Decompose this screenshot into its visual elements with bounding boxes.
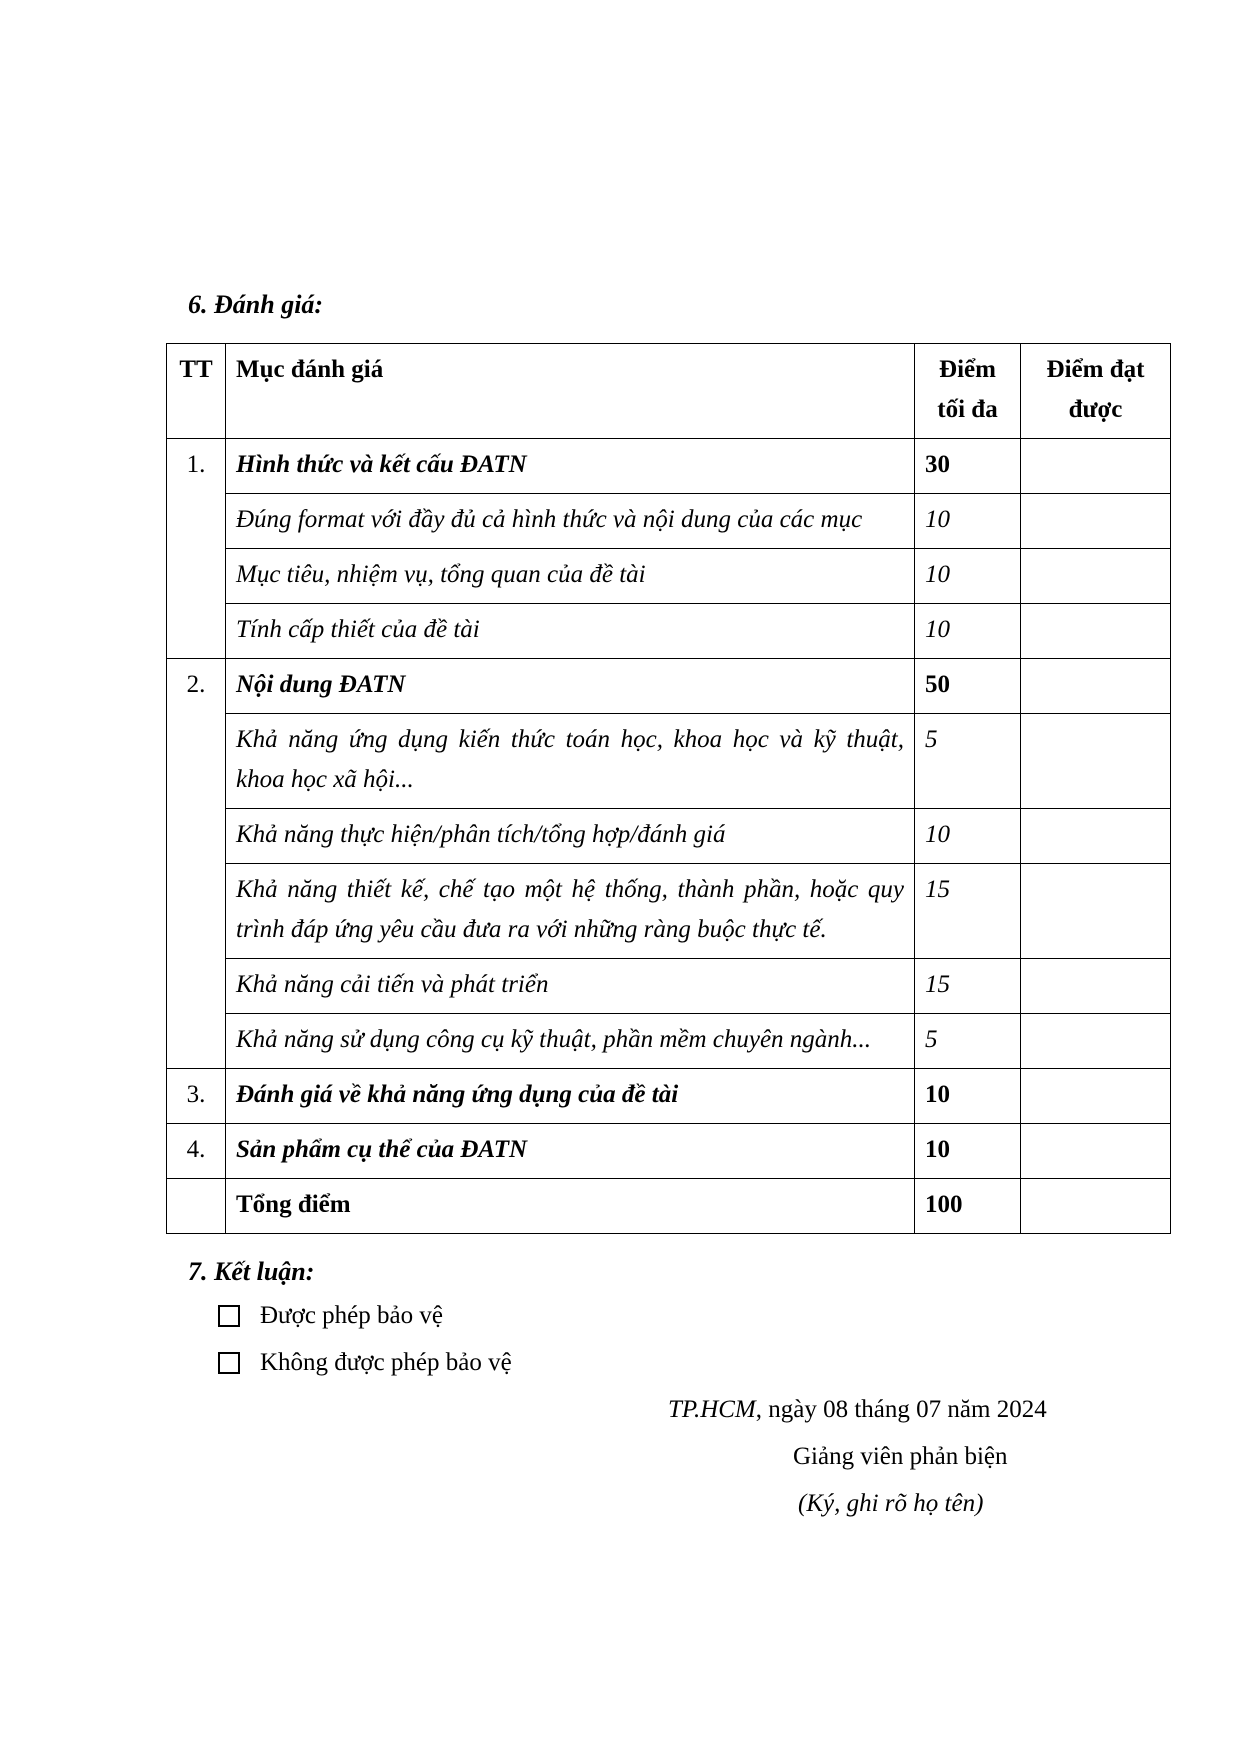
criterion-label: Khả năng thực hiện/phân tích/tổng hợp/đánh giá [226, 809, 915, 864]
table-row [167, 809, 1171, 864]
achieved-score-cell[interactable] [1021, 604, 1171, 659]
total-label: Tổng điểm [226, 1179, 915, 1234]
option-not-allowed-label: Không được phép bảo vệ [260, 1349, 512, 1376]
row-number: 2. [167, 659, 226, 1069]
achieved-score-cell[interactable] [1021, 1069, 1171, 1124]
evaluation-table [166, 343, 1171, 1234]
criterion-label: Khả năng ứng dụng kiến thức toán học, khoa học và kỹ thuật, khoa học xã hội... [226, 714, 915, 809]
max-score: 10 [915, 1124, 1021, 1179]
row-number: 1. [167, 439, 226, 659]
option-allowed-label: Được phép bảo vệ [260, 1302, 443, 1329]
row-number-empty [167, 1179, 226, 1234]
achieved-score-cell[interactable] [1021, 714, 1171, 809]
option-not-allowed[interactable] [218, 1349, 512, 1377]
section-7-title: 7. Kết luận: [188, 1257, 315, 1286]
total-achieved-score-cell[interactable] [1021, 1179, 1171, 1234]
achieved-score-cell[interactable] [1021, 494, 1171, 549]
criterion-label: Hình thức và kết cấu ĐATN [226, 439, 915, 494]
max-score: 5 [915, 714, 1021, 809]
row-number: 4. [167, 1124, 226, 1179]
table-row [167, 494, 1171, 549]
header-max-score [915, 344, 1021, 439]
table-row [167, 1069, 1171, 1124]
max-score: 10 [915, 1069, 1021, 1124]
date-line [668, 1396, 1047, 1424]
criterion-label: Sản phẩm cụ thể của ĐATN [226, 1124, 915, 1179]
row-number: 3. [167, 1069, 226, 1124]
criterion-label: Khả năng thiết kế, chế tạo một hệ thống, thành phần, hoặc quy trình đáp ứng yêu cầu đưa ra với những ràng buộc thực tế. [226, 864, 915, 959]
header-achieved-score [1021, 344, 1171, 439]
table-row [167, 1014, 1171, 1069]
criterion-label: Mục tiêu, nhiệm vụ, tổng quan của đề tài [226, 549, 915, 604]
achieved-score-cell[interactable] [1021, 959, 1171, 1014]
header-max-line2: tối đa [937, 396, 998, 423]
achieved-score-cell[interactable] [1021, 549, 1171, 604]
achieved-score-cell[interactable] [1021, 439, 1171, 494]
max-score: 30 [915, 439, 1021, 494]
criterion-label: Khả năng sử dụng công cụ kỹ thuật, phần mềm chuyên ngành... [226, 1014, 915, 1069]
criterion-label: Tính cấp thiết của đề tài [226, 604, 915, 659]
achieved-score-cell[interactable] [1021, 864, 1171, 959]
max-score: 10 [915, 809, 1021, 864]
achieved-score-cell[interactable] [1021, 659, 1171, 714]
criterion-label: Nội dung ĐATN [226, 659, 915, 714]
table-row [167, 604, 1171, 659]
max-score: 50 [915, 659, 1021, 714]
checkbox-not-allowed[interactable] [218, 1352, 240, 1374]
total-max-score: 100 [915, 1179, 1021, 1234]
achieved-score-cell[interactable] [1021, 1014, 1171, 1069]
max-score: 5 [915, 1014, 1021, 1069]
criterion-label: Đánh giá về khả năng ứng dụng của đề tài [226, 1069, 915, 1124]
max-score: 10 [915, 604, 1021, 659]
table-header-row [167, 344, 1171, 439]
table-row [167, 549, 1171, 604]
max-score: 15 [915, 864, 1021, 959]
checkbox-allowed[interactable] [218, 1305, 240, 1327]
signature-note: (Ký, ghi rõ họ tên) [798, 1490, 984, 1517]
header-got-line1: Điểm đạt [1046, 356, 1145, 383]
header-max-line1: Điểm [939, 356, 996, 383]
total-row [167, 1179, 1171, 1234]
achieved-score-cell[interactable] [1021, 1124, 1171, 1179]
table-row [167, 864, 1171, 959]
option-allowed[interactable] [218, 1302, 443, 1330]
section-6-title: 6. Đánh giá: [188, 290, 324, 319]
header-item: Mục đánh giá [226, 344, 915, 439]
max-score: 10 [915, 494, 1021, 549]
table-row [167, 1124, 1171, 1179]
table-row [167, 659, 1171, 714]
achieved-score-cell[interactable] [1021, 809, 1171, 864]
criterion-label: Đúng format với đầy đủ cả hình thức và nội dung của các mục [226, 494, 915, 549]
place-name: TP.HCM [668, 1396, 756, 1423]
table-row [167, 714, 1171, 809]
date-text: , ngày 08 tháng 07 năm 2024 [755, 1396, 1047, 1423]
max-score: 15 [915, 959, 1021, 1014]
table-row [167, 959, 1171, 1014]
max-score: 10 [915, 549, 1021, 604]
signer-role: Giảng viên phản biện [793, 1443, 1008, 1470]
header-got-line2: được [1068, 396, 1123, 423]
table-row [167, 439, 1171, 494]
criterion-label: Khả năng cải tiến và phát triển [226, 959, 915, 1014]
header-tt: TT [167, 344, 226, 439]
